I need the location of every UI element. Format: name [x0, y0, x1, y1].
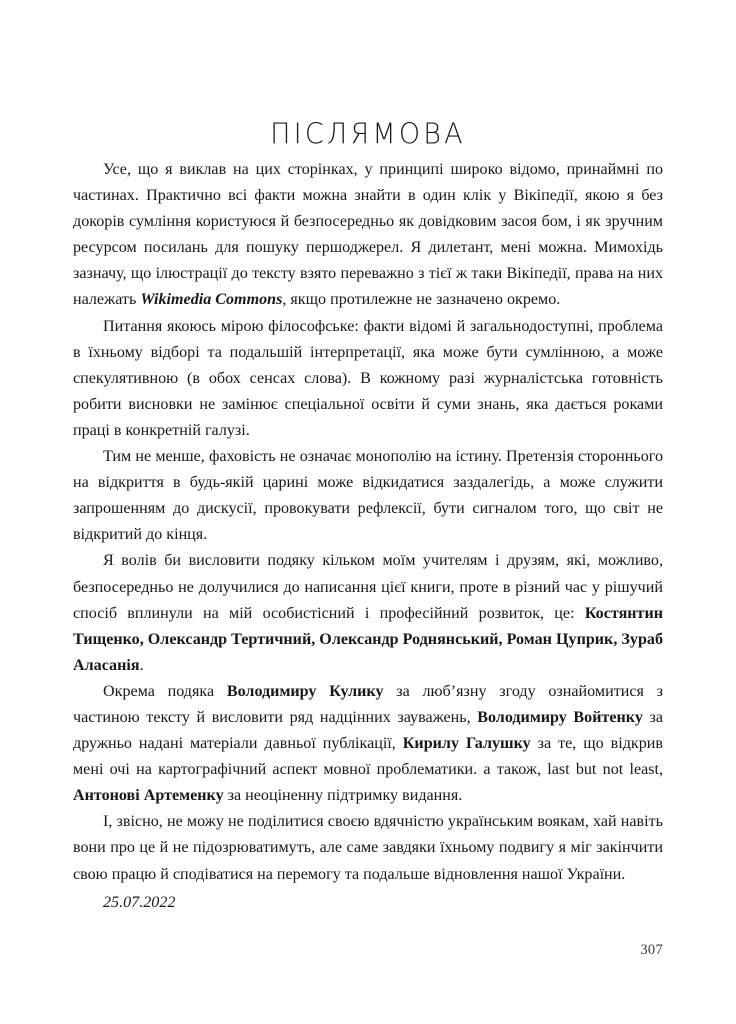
paragraph: Питання якоюсь мірою філософське: факти відомі й загальнодоступні, проблема в їхньому відборі та подальшій інтерпретації, яка може бути сумлінною, а може спекулятивною (в обох сенсах слова). В кожному разі журналістська готовність робити висновки не замінює спеціальної освіти й суми знань, яка дається роками праці в конкретній галузі. [73, 317, 663, 439]
paragraph: Тим не менше, фаховість не означає монополію на істину. Претензія стороннього на відкриття в будь-якій царині може відкидатися заздалегідь, а може служити запрошенням до дискусії, провокувати рефлексії, бути сигналом того, що світ не відкритий до кінця. [73, 448, 663, 544]
page-title: ПІСЛЯМОВА [270, 117, 466, 151]
page-number: 307 [640, 942, 663, 958]
emphasized-text: Антонові Артеменку [73, 787, 224, 805]
paragraph: Я волів би висловити подяку кільком моїм учителям і друзям, які, можливо, безпосередньо не долучилися до написання цієї книги, проте в різний час у рішучий спосіб вплинули на мій особистісний і професійний розвиток, це: Костянтин Тищенко, Олександр Тертичний, Олександр Роднянський, Роман Цуприк, Зураб Аласанія. [73, 552, 663, 674]
emphasized-text: Костянтин Тищенко, Олександр Тертичний, Олександр Роднянський, Роман Цуприк, Зураб Аласанія [73, 604, 663, 674]
emphasized-text: Володимиру Кулику [226, 682, 384, 700]
emphasized-text: Володимиру Войтенку [477, 708, 643, 726]
paragraph: Окрема подяка Володимиру Кулику за люб’язну згоду ознайомитися з частиною тексту й висловити ряд надцінних зауважень, Володимиру Войтенку за дружньо надані матеріали давньої публікації, Кирилу Галушку за те, що відкрив мені очі на картографічний аспект мовної проблематики. а також, last but not least, Антонові Артеменку за неоціненну підтримку видання. [73, 682, 664, 805]
paragraph: Усе, що я виклав на цих сторінках, у принципі широко відомо, принаймні по частинах. Практично всі факти можна знайти в один клік у Вікіпедії, якою я без докорів сумління користуюся й безпосередньо як довідковим засоя бом, і як зручним ресурсом посилань для пошуку першоджерел. Я дилетант, мені можна. Мимохідь зазначу, що ілюстрації до тексту взято переважно з тієї ж таки Вікіпедії, права на них належать Wikimedia Commons, якщо протилежне не зазначено окремо. [73, 161, 663, 309]
body-text-block [73, 157, 663, 916]
paragraph: І, звісно, не можу не поділитися своєю вдячністю українським воякам, хай навіть вони про це й не підозрюватимуть, але саме завдяки їхньому подвигу я міг закінчити свою працю й сподіватися на перемогу та подальше відновлення нашої України. [73, 813, 663, 883]
emphasized-text: Wikimedia Commons [140, 291, 283, 309]
signature-date: 25.07.2022 [103, 893, 176, 911]
emphasized-text: Кирилу Галушку [402, 735, 531, 753]
